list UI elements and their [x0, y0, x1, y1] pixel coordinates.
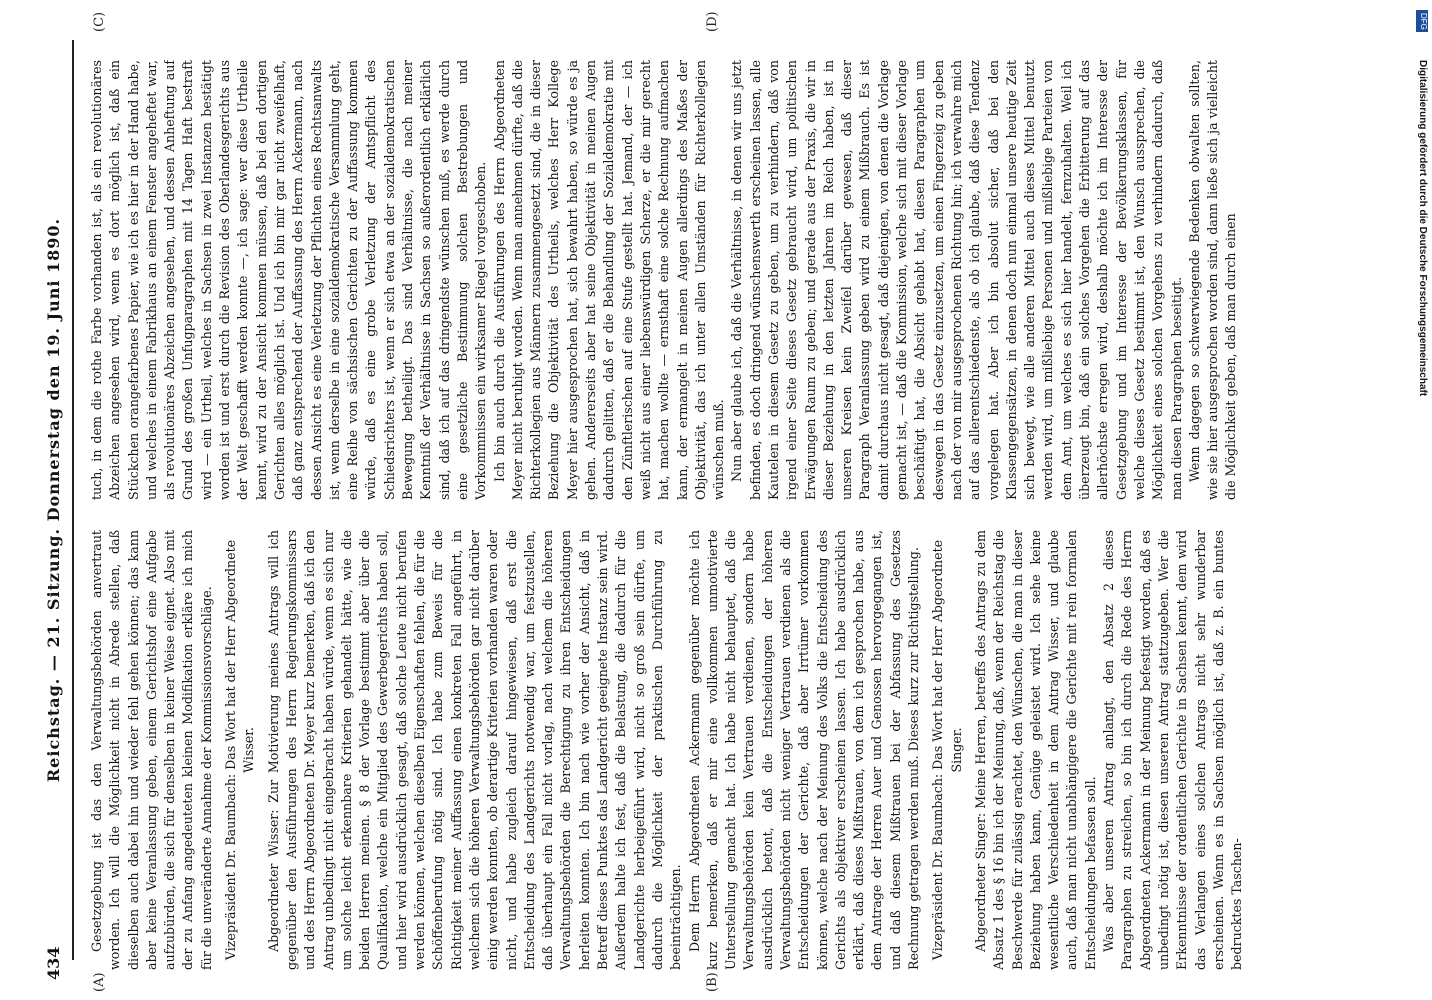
- page-header: [40, 20, 70, 980]
- credit-text: Digitalisierung gefördert durch die Deutsche Forschungsgemeinschaft: [1417, 60, 1428, 397]
- speaker-heading: Vizepräsident Dr. Baumbach: Das Wort hat der Herr Abgeordnete Wisser.: [223, 539, 257, 961]
- digitization-credit: [1416, 20, 1430, 980]
- margin-marker-a: (A): [92, 972, 107, 992]
- paragraph: Abgeordneter Wisser: Zur Motivierung meines Antrags will ich gegenüber den Ausführungen des Herrn Regierungskommissars und des Herrn Abgeordneten Dr. Meyer kurz bemerken, daß ich den Antrag unbedingt nicht eingebracht haben würde, wenn es sich nur um solche leicht erkennbare Kriterien gehandelt hätte, wie die beiden Herren meinen. § 8 der Vorlage bestimmt aber über die Qualifikation, welche ein Mitglied des Gewerbegerichts haben soll, und hier wird ausdrücklich gesagt, daß solche Leute nicht berufen werden können, welchen dieselben Eigenschaften fehlen, die für die Schöffenberufung nötig sind. Ich habe zum Beweis für die Richtigkeit meiner Auffassung einen konkreten Fall angeführt, in welchem sich die höheren Verwaltungsbehörden gar nicht darüber einig werden konnten, ob derartige Kriterien vorhanden waren oder nicht, und habe zugleich darauf hingewiesen, daß erst die Entscheidung des Landgerichts notwendig war, um festzustellen, daß überhaupt ein Fall nicht vorlag, nach welchem die höheren Verwaltungsbehörden die Berechtigung zu ihren Entscheidungen herleiten konnten. Ich bin nach wie vorher der Ansicht, daß in Betreff dieses Punktes das Landgericht geeignete Instanz sein wird. Außerdem halte ich fest, daß die Belastung, die dadurch für die Landgerichte herbeigeführt wird, nicht so groß sein dürfte, um dadurch die Möglichkeit der praktischen Durchführung zu beeinträchtigen.: [265, 530, 684, 970]
- paragraph: Wenn dagegen so schwerwiegende Bedenken obwalten sollten, wie sie hier ausgesprochen worden sind, dann ließe sich ja vielleicht die Möglichkeit geben, daß man durch einen: [1186, 60, 1239, 500]
- header-rule: [72, 40, 74, 960]
- running-title: Reichstag. — 21. Sitzung. Donnerstag den 19. Juni 1890.: [44, 217, 63, 783]
- speaker-heading: Vizepräsident Dr. Baumbach: Das Wort hat der Herr Abgeordnete Singer.: [930, 539, 964, 961]
- paragraph: Gesetzgebung ist das den Verwaltungsbehörden anvertraut worden. Ich will die Möglichkeit nicht in Abrede stellen, daß dieselben auch dabei hin und wieder fehl gehen können; das kann aber keine Veranlassung geben, einem Gerichtshof eine Aufgabe aufzubürden, die sich für denselben in keiner Weise eignet. Also mit der zu Anfang angedeuteten kleinen Modifikation erkläre ich mich für die unveränderte Annahme der Kommissionsvorschläge.: [89, 530, 214, 970]
- right-column: [88, 60, 1328, 500]
- paragraph: Nun aber glaube ich, daß die Verhältnisse, in denen wir uns jetzt befinden, es doch dringend wünschenswerth erscheinen lassen, alle Kautelen in diesem Gesetz zu geben, um zu verhindern, daß von irgend einer Seite dieses Gesetz gebraucht wird, um politischen Erwägungen Raum zu geben; und gerade aus der Praxis, die wir in dieser Beziehung in den letzten Jahren im Reich haben, ist in unseren Kreisen kein Zweifel darüber gewesen, daß dieser Paragraph Veranlassung geben wird zu einem Mißbrauch. Es ist damit durchaus nicht gesagt, daß diejenigen, von denen die Vorlage gemacht ist, — daß die Kommission, welche sich mit dieser Vorlage beschäftigt hat, die Absicht gehabt hat, diesen Paragraphen um deswegen in das Gesetz einzusetzen, um einen Fingerzeig zu geben nach der von mir ausgesprochenen Richtung hin; ich verwahre mich auf das allerentschiedenste, als ob ich glaube, daß diese Tendenz vorgelegen hat. Aber ich bin absolut sicher, daß bei den Klassengegensätzen, in denen doch nun einmal unsere heutige Zeit sich bewegt, wie alle anderen Mittel auch dieses Mittel benutzt werden wird, um mißliebige Personen und mißliebige Parteien von dem Amt, um welches es sich hier handelt, fernzuhalten. Weil ich überzeugt bin, daß ein solches Vorgehen die Erbitterung auf das allerhöchste erregen wird, deshalb möchte ich im Interesse der Gesetzgebung und im Interesse der Bevölkerungsklassen, für welche dieses Gesetz bestimmt ist, den Wunsch aussprechen, die Möglichkeit eines solchen Vorgehens zu verhindern dadurch, daß man diesen Paragraphen beseitigt.: [729, 60, 1184, 500]
- paragraph: Abgeordneter Singer: Meine Herren, betreffs des Antrags zu dem Absatz 1 des § 16 bin ich der Meinung, daß, wenn der Reichstag die Beschwerde für zulässig erachtet, den Wünschen, die man in dieser Beziehung haben kann, Genüge geleistet wird. Ich sehe keine wesentliche Verschiedenheit in dem Antrag Wisser, und glaube auch, daß man nicht unabhängigere die Gerichte mit rein formalen Entscheidungen befassen soll.: [972, 530, 1098, 970]
- margin-marker-b: (B): [705, 972, 720, 992]
- page-number: 434: [44, 946, 63, 980]
- dfg-logo: DFG: [1416, 10, 1428, 32]
- paragraph: Was aber unseren Antrag anlangt, den Absatz 2 dieses Paragraphen zu streichen, so bin ich durch die Rede des Herrn Abgeordneten Ackermann in der Meinung befestigt worden, daß es unbedingt nötig ist, diesen unseren Antrag stattzugeben. Wer die Erkenntnisse der ordentlichen Gerichte in Sachsen kennt, dem wird das Verlangen eines solchen Antrags nicht sehr wunderbar erscheinen. Wenn es in Sachsen möglich ist, daß z. B. ein buntes bedrucktes Taschen-: [1101, 530, 1245, 970]
- paragraph: tuch, in dem die rothe Farbe vorhanden ist, als ein revolutionäres Abzeichen angesehen wird, wenn es dort möglich ist, daß ein Stückchen orangefarbenes Papier, wie ich es hier in der Hand habe, und welches in einem Fabrikhaus an einem Fenster angeheftet war, als revolutionäres Abzeichen angesehen, und dessen Anheftung auf Grund des großen Unfugparagraphen mit 14 Tagen Haft bestraft wird — ein Urtheil, welches in Sachsen in zwei Instanzen bestätigt worden ist und erst durch die Revision des Oberlandesgerichts aus der Welt geschafft werden konnte —, ich sage: wer diese Urtheile kennt, wird zu der Ansicht kommen müssen, daß bei den dortigen Gerichten alles möglich ist. Und ich bin mir gar nicht zweifelhaft, daß ganz entsprechend der Auffassung des Herrn Ackermann, nach dessen Ansicht es eine Verletzung der Pflichten eines Rechtsanwalts ist, wenn derselbe in eine sozialdemokratische Versammlung geht, eine Reihe von sächsischen Gerichten zu der Auffassung kommen würde, daß es eine grobe Verletzung der Amtspflicht des Schiedsrichters ist, wenn er sich etwa an der sozialdemokratischen Bewegung betheiligt. Das sind Verhältnisse, die nach meiner Kenntniß der Verhältnisse in Sachsen so außerordentlich erklärlich sind, daß ich auf das dringendste wünschen muß, es werde durch eine gesetzliche Bestimmung solchen Bestrebungen und Vorkommnissen ein wirksamer Riegel vorgeschoben.: [89, 60, 489, 500]
- margin-marker-d: (D): [705, 11, 720, 32]
- paragraph: Ich bin auch durch die Ausführungen des Herrn Abgeordneten Meyer nicht beruhigt worden. Wenn man annehmen dürfte, daß die Richterkollegien aus Männern zusammengesetzt sind, die in dieser Beziehung die Objektivität des Urtheils, welches Herr Kollege Meyer hier ausgesprochen hat, sich bewahrt haben, so würde es ja gehen. Andererseits aber hat seine Objektivität in meinen Augen dadurch gelitten, daß er die Behandlung der Sozialdemokratie mit den Zünftlerischen auf eine Stufe gestellt hat. Jemand, der — ich weiß nicht aus einer liebenswürdigen Scherze, er die mir gerecht hat, machen wollte — ernsthaft eine solche Rechnung aufmachen kann, der ermangelt in meinen Augen allerdings des Maßes der Objektivität, das ich unter allen Umständen für Richterkollegien wünschen muß.: [491, 60, 727, 500]
- left-column: [88, 530, 1328, 970]
- margin-marker-c: (C): [92, 11, 107, 32]
- paragraph: Dem Herrn Abgeordneten Ackermann gegenüber möchte ich kurz bemerken, daß er mir eine vollkommen unmotivierte Unterstellung gemacht hat. Ich habe nicht behauptet, daß die Verwaltungsbehörden kein Vertrauen verdienen, sondern habe ausdrücklich betont, daß die Entscheidungen der höheren Verwaltungsbehörden nicht weniger Vertrauen verdienen als die Entscheidungen der Gerichte, daß aber Irrtümer vorkommen können, welche nach der Meinung des Volks die Entscheidung des Gerichts als objektiver erscheinen lassen. Ich habe ausdrücklich erklärt, daß dieses Mißtrauen, von dem ich gesprochen habe, aus dem Antrage der Herren Auer und Genossen hervorgegangen ist, und daß diesem Mißtrauen bei der Abfassung des Gesetzes Rechnung getragen werden muß. Dieses kurz zur Richtigstellung.: [686, 530, 922, 970]
